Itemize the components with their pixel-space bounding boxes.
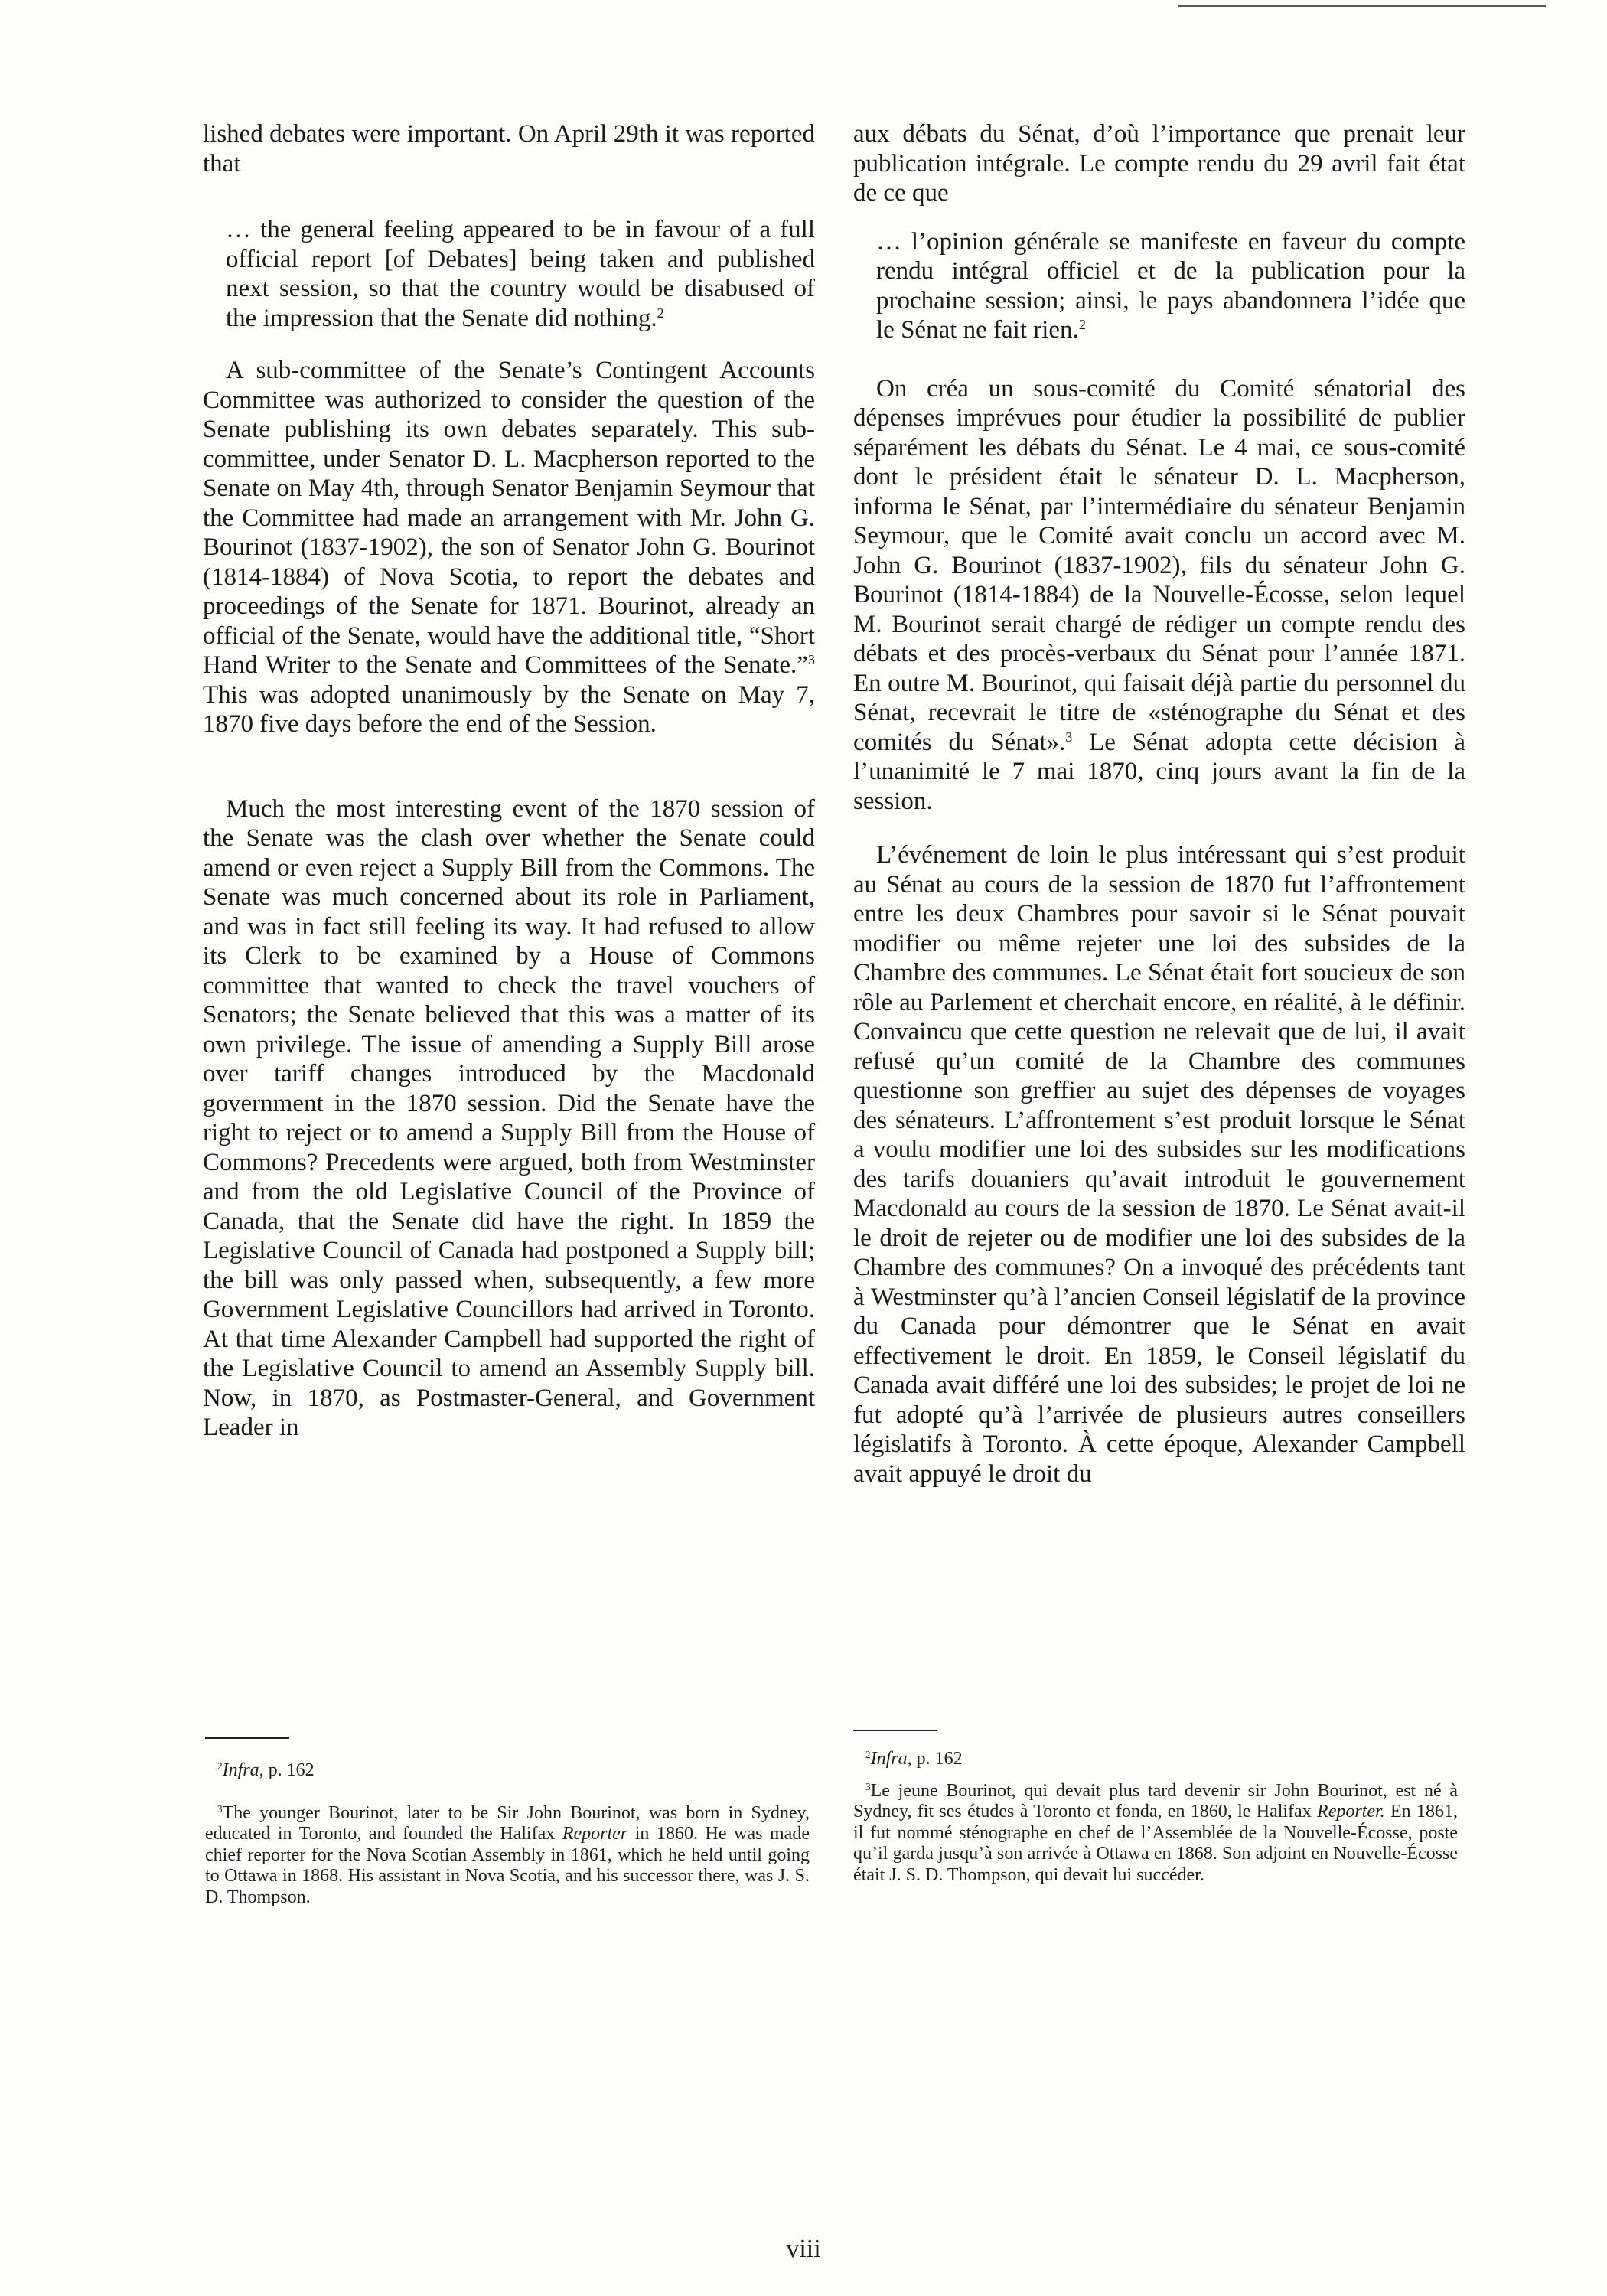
english-footnote-2-number: 2	[217, 1760, 223, 1773]
english-footnote-2-page: , p. 162	[259, 1760, 315, 1780]
english-quote-text: … the general feeling appeared to be in favour of a full official report [of Debates] being taken and published next session, so that the country would be disabused of the impression that the Senate did nothing.	[226, 216, 815, 332]
english-quote-footnote-ref: 2	[657, 305, 664, 321]
french-footnote-3-text-b: En 1861, il fut nommé sténographe en chef de l’Assemblée de la Nouvelle-Écosse, poste qu’il garda jusqu’à son arrivée à Ottawa en 1868. Son adjoint en Nouvelle-Écosse était J. S. D. Thompson, qui devait lui succéder.	[853, 1802, 1458, 1885]
french-quote-text: … l’opinion générale se manifeste en faveur du compte rendu intégral officiel et de la publication pour la prochaine session; ainsi, le pays abandonnera l’idée que le Sénat ne fait rien.	[876, 227, 1465, 344]
french-footnote-2	[853, 1749, 1458, 1770]
english-footnote-2-ref: Infra	[222, 1760, 259, 1780]
english-column	[203, 119, 815, 1443]
french-paragraph-1: aux débats du Sénat, d’où l’importance que prenait leur publication intégrale. Le compte rendu du 29 avril fait état de ce que	[853, 120, 1465, 207]
french-footnotes	[853, 1749, 1458, 1886]
french-paragraph-2-text-a: On créa un sous-comité du Comité sénatorial des dépenses imprévues pour étudier la possibilité de publier séparément les débats du Sénat. Le 4 mai, ce sous-comité dont le président était le sénateur D. L. Macpherson, informa le Sénat, par l’intermédiaire du sénateur Benjamin Seymour, que le Comité avait conclu un accord avec M. John G. Bourinot (1837-1902), fils du sénateur John G. Bourinot (1814-1884) de la Nouvelle-Écosse, selon lequel M. Bourinot serait chargé de rédiger un compte rendu des débats et des procès-verbaux du Sénat pour l’année 1871. En outre M. Bourinot, qui faisait déjà partie du personnel du Sénat, recevrait le titre de «sténographe du Sénat et des comités du Sénat».	[853, 374, 1465, 756]
french-footnote-3	[853, 1781, 1458, 1887]
french-paragraph-3: L’événement de loin le plus intéressant qui s’est produit au Sénat au cours de la session de 1870 fut l’affrontement entre les deux Chambres pour savoir si le Sénat pouvait modifier ou même rejeter une loi des subsides de la Chambre des communes. Le Sénat était fort soucieux de son rôle au Parlement et cherchait encore, en réalité, à le définir. Convaincu que cette question ne relevait que de lui, il avait refusé qu’un comité de la Chambre des communes questionne son greffier au sujet des dépenses de voyages des sénateurs. L’affrontement s’est produit lorsque le Sénat a voulu modifier une loi des subsides sur les modifications des tarifs douaniers qu’avait introduit le gouvernement Macdonald au cours de la session de 1870. Le Sénat avait-il le droit de rejeter ou de modifier une loi des subsides de la Chambre des communes? On a invoqué des précédents tant à Westminster qu’à l’ancien Conseil législatif de la province du Canada pour démontrer que le Sénat en avait effectivement le droit. En 1859, le Conseil législatif du Canada avait différé une loi des subsides; le projet de loi ne fut adopté qu’à l’arrivée de plusieurs autres conseillers législatifs à Toronto. À cette époque, Alexander Campbell avait appuyé le droit du	[853, 841, 1465, 1488]
french-footnote-3-publication: Reporter.	[1317, 1802, 1385, 1821]
french-paragraph-2	[853, 374, 1465, 817]
english-footnote-3-publication: Reporter	[562, 1824, 628, 1844]
french-footnote-3-number: 3	[865, 1780, 871, 1792]
english-quote	[226, 215, 815, 333]
french-quote-footnote-ref: 2	[1078, 317, 1086, 333]
french-column	[853, 119, 1465, 1489]
english-footnote-3	[205, 1803, 810, 1909]
french-paragraph-2-text-b: Le Sénat adopta cette décision à l’unanimité le 7 mai 1870, cinq jours avant la fin de la session.	[853, 728, 1465, 815]
french-footnote-rule	[853, 1730, 937, 1731]
english-footnote-rule	[205, 1737, 289, 1739]
english-paragraph-2	[203, 356, 815, 739]
english-paragraph-2-text-a: A sub-committee of the Senate’s Contingent Accounts Committee was authorized to consider the question of the Senate publishing its own debates separately. This sub-committee, under Senator D. L. Macpherson reported to the Senate on May 4th, through Senator Benjamin Seymour that the Committee had made an arrangement with Mr. John G. Bourinot (1837-1902), the son of Senator John G. Bourinot (1814-1884) of Nova Scotia, to report the debates and proceedings of the Senate for 1871. Bourinot, already an official of the Senate, would have the additional title, “Short Hand Writer to the Senate and Committees of the Senate.”	[203, 357, 815, 679]
top-rule	[1178, 5, 1546, 7]
english-footnotes	[205, 1760, 810, 1908]
french-footnote-2-page: , p. 162	[907, 1749, 963, 1769]
english-paragraph-2-text-b: This was adopted unanimously by the Senate on May 7, 1870 five days before the end of the Session.	[203, 680, 815, 738]
english-paragraph-2-footnote-ref: 3	[807, 652, 815, 668]
english-footnote-2	[205, 1760, 810, 1782]
english-footnote-3-text-a: The younger Bourinot, later to be Sir John Bourinot, was born in Sydney, educated in Toronto, and founded the Halifax	[205, 1802, 810, 1844]
english-paragraph-3: Much the most interesting event of the 1870 session of the Senate was the clash over whether the Senate could amend or even reject a Supply Bill from the Commons. The Senate was much concerned about its role in Parliament, and was in fact still feeling its way. It had refused to allow its Clerk to be examined by a House of Commons committee that wanted to check the travel vouchers of Senators; the Senate believed that this was a matter of its own privilege. The issue of amending a Supply Bill arose over tariff changes introduced by the Macdonald government in the 1870 session. Did the Senate have the right to reject or to amend a Supply Bill from the House of Commons? Precedents were argued, both from Westminster and from the old Legislative Council of the Province of Canada, that the Senate did have the right. In 1859 the Legislative Council of Canada had postponed a Supply bill; the bill was only passed when, subsequently, a few more Government Legislative Councillors had arrived in Toronto. At that time Alexander Campbell had supported the right of the Legislative Council to amend an Assembly Supply bill. Now, in 1870, as Postmaster-General, and Government Leader in	[203, 794, 815, 1441]
english-footnote-3-number: 3	[217, 1802, 223, 1815]
english-paragraph-1: lished debates were important. On April 29th it was reported that	[203, 120, 815, 178]
french-paragraph-2-footnote-ref: 3	[1065, 729, 1073, 745]
french-quote	[876, 227, 1465, 345]
english-footnote-3-text-b: in 1860. He was made chief reporter for the Nova Scotian Assembly in 1861, which he held until going to Ottawa in 1868. His assistant in Nova Scotia, and his successor there, was J. S. D. Thompson.	[205, 1824, 810, 1907]
page-number: viii	[786, 2235, 821, 2263]
french-footnote-2-number: 2	[865, 1749, 871, 1761]
french-footnote-3-text-a: Le jeune Bourinot, qui devait plus tard devenir sir John Bourinot, est né à Sydney, fit ses études à Toronto et fonda, en 1860, le Halifax	[853, 1780, 1458, 1821]
french-footnote-2-ref: Infra	[870, 1749, 908, 1769]
